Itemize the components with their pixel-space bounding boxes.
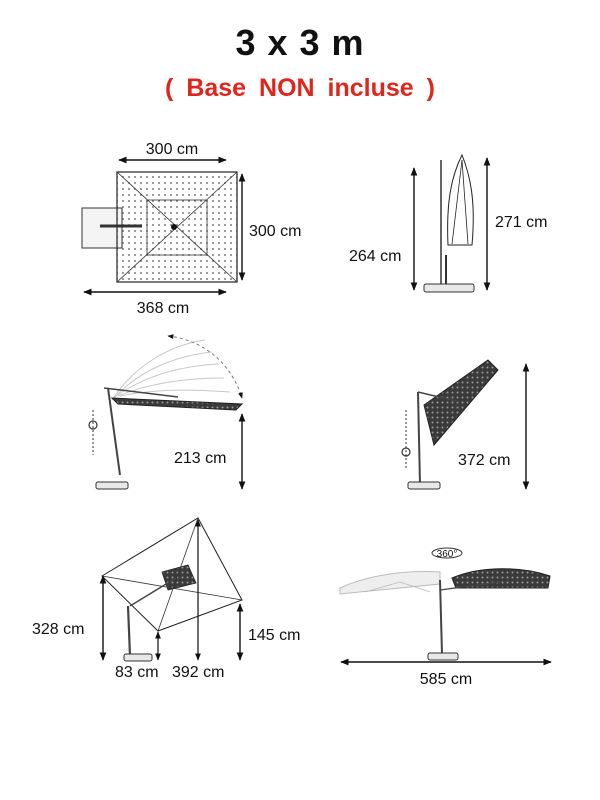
page-title: 3 x 3 m <box>235 22 365 63</box>
base-plate-outline <box>82 208 122 248</box>
reach-label: 392 cm <box>172 664 225 681</box>
perspective-view <box>32 518 300 681</box>
low-edge-label: 145 cm <box>248 627 301 644</box>
rotation-label: 360° <box>436 549 458 560</box>
width-label: 300 cm <box>145 141 199 158</box>
rotation-canopy <box>452 569 550 588</box>
hub-dot <box>171 224 177 230</box>
vertical-tilt-view <box>402 360 526 489</box>
vertical-canopy <box>424 360 498 445</box>
overall-label: 368 cm <box>136 300 190 317</box>
span-label: 585 cm <box>419 671 473 688</box>
base-note: ( Base NON incluse ) <box>165 74 435 102</box>
tilt-height-label: 213 cm <box>174 450 227 467</box>
tilt-view <box>89 336 242 489</box>
base-offset-label: 83 cm <box>115 664 159 681</box>
tilt-canopy <box>112 398 242 410</box>
closed-canopy <box>448 155 474 245</box>
top-view <box>82 141 301 317</box>
closed-view <box>349 155 547 292</box>
depth-label: 300 cm <box>249 223 302 240</box>
full-height-label: 328 cm <box>32 621 85 638</box>
pole-label: 264 cm <box>349 248 402 265</box>
vertical-height-label: 372 cm <box>458 452 511 469</box>
rotation-view <box>340 548 551 688</box>
total-label: 271 cm <box>495 214 548 231</box>
